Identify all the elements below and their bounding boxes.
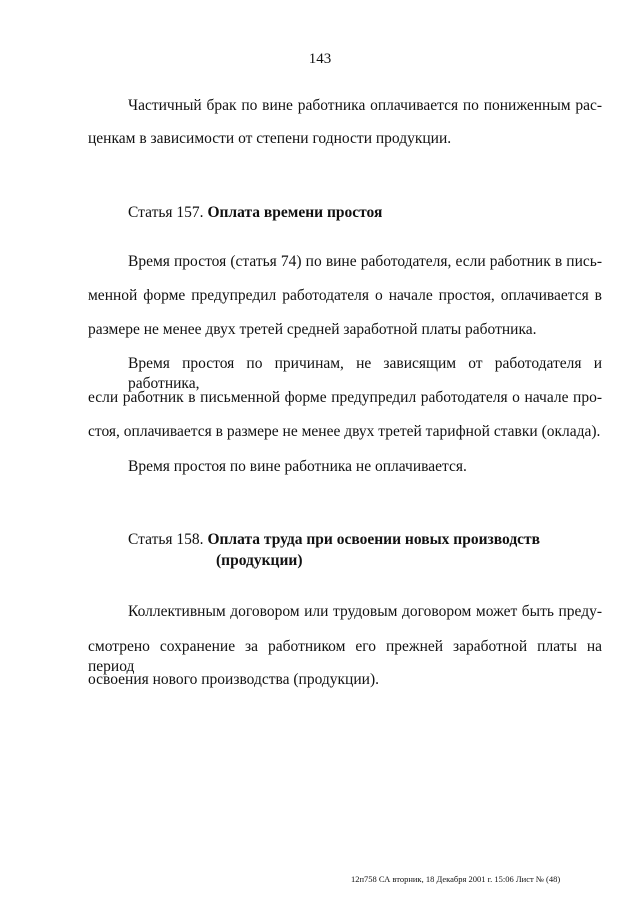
- article-158-title-line-1: Оплата труда при освоении новых производств: [207, 531, 541, 548]
- art157-p1-line-3: размере не менее двух третей средней заработной платы работника.: [88, 321, 537, 338]
- article-157-heading: [128, 203, 382, 223]
- art158-p1-line-2: смотрено сохранение за работником его прежней заработной платы на период: [88, 638, 602, 675]
- print-footer: 12п758 СА вторник, 18 Декабря 2001 г. 15:06 Лист № (48): [351, 874, 561, 884]
- article-158-title-line-2: (продукции): [216, 552, 303, 569]
- article-157-label: Статья 157.: [128, 204, 204, 221]
- art157-p1-line-2: менной форме предупредил работодателя о начале простоя, оплачивается в: [88, 287, 602, 304]
- art158-p1-line-3: освоения нового производства (продукции).: [88, 671, 379, 688]
- page-number: 143: [308, 51, 332, 67]
- article-158-heading-cont: [216, 551, 303, 571]
- art157-p3-line-1: Время простоя по вине работника не оплачивается.: [128, 458, 467, 475]
- art157-p2-line-1: Время простоя по причинам, не зависящим от работодателя и работника,: [128, 355, 602, 392]
- intro-line-1: Частичный брак по вине работника оплачивается по пониженным рас-: [128, 97, 602, 114]
- intro-line-2: ценкам в зависимости от степени годности продукции.: [88, 130, 452, 147]
- article-158-heading: [128, 530, 540, 550]
- art157-p2-line-3: стоя, оплачивается в размере не менее двух третей тарифной ставки (оклада).: [88, 423, 601, 440]
- art157-p2-line-2: если работник в письменной форме предупредил работодателя о начале про-: [88, 389, 602, 406]
- article-157-title: Оплата времени простоя: [207, 204, 383, 221]
- art157-p1-line-1: Время простоя (статья 74) по вине работодателя, если работник в пись-: [128, 253, 602, 270]
- art158-p1-line-1: Коллективным договором или трудовым договором может быть преду-: [128, 603, 602, 620]
- article-158-label: Статья 158.: [128, 531, 204, 548]
